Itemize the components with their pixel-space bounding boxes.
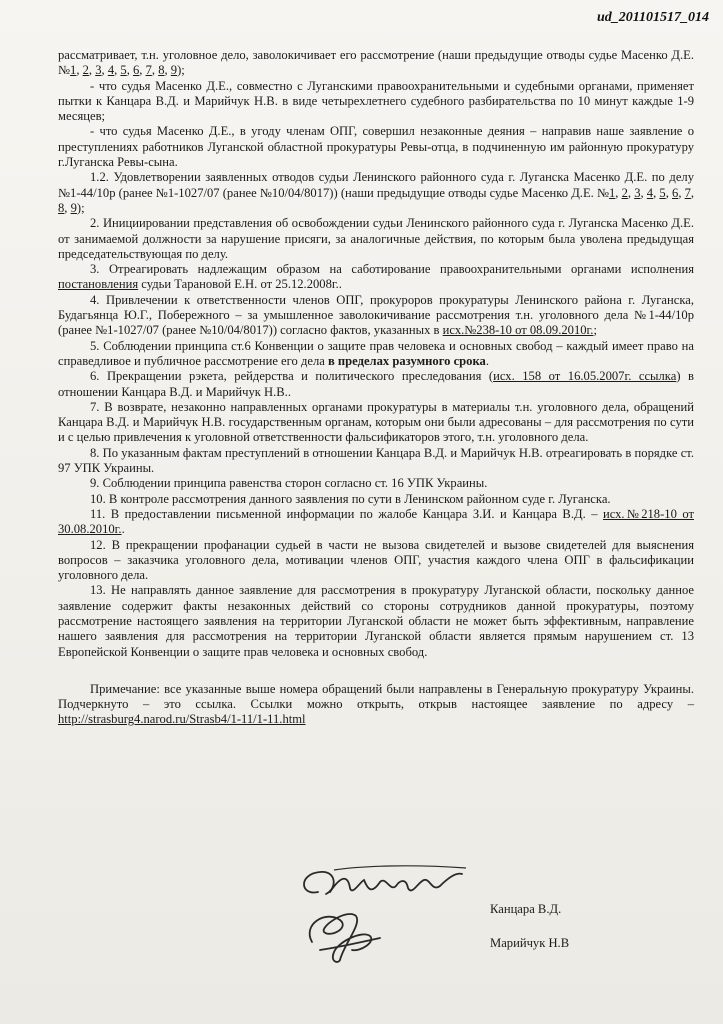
text-run: , [114, 63, 121, 78]
underlined-reference: 2 [82, 63, 89, 78]
text-run: , [678, 185, 685, 200]
text-run: ) в отношении Канцара В.Д. и Марийчук Н.В.. [58, 369, 694, 399]
paragraph [58, 170, 694, 216]
underlined-reference: 9 [170, 63, 178, 78]
text-run: 2. Инициировании представления об освобождении судьи Ленинского районного суда г. Луганска Масенко Д.Е. от занимаемой должности за нарушение присяги, за аналогичные действия, по которым была уволена предыдущая председательствующая по делу. [58, 216, 694, 261]
text-run: , [101, 63, 108, 78]
underlined-reference: постановления [58, 277, 139, 292]
underlined-reference: 1 [70, 63, 77, 78]
signature-mariychuk-icon [300, 902, 390, 968]
paragraph [58, 400, 694, 446]
paragraph [58, 293, 694, 339]
paragraph [58, 476, 694, 491]
paragraph [58, 538, 694, 584]
text-run: 6. Прекращении рэкета, рейдерства и политического преследования ( [90, 369, 494, 384]
text-run: ); [177, 63, 185, 78]
paragraph [58, 446, 694, 477]
text-run: рассматривает, т.н. уголовное дело, заволокичивает его рассмотрение (наши предыдущие отводы судье Масенко Д.Е. № [58, 48, 694, 78]
underlined-reference: 4 [646, 185, 654, 200]
paragraph-spacer [58, 660, 694, 682]
text-run: 8. По указанным фактам преступлений в отношении Канцара В.Д. и Марийчук Н.В. отреагировать в порядке ст. 97 УПК Украины. [58, 445, 694, 476]
underlined-reference: 6 [672, 185, 679, 200]
text-run: , [665, 185, 673, 200]
document-id: ud_201101517_014 [596, 10, 709, 25]
text-run: 12. В прекращении профанации судьей в части не вызова свидетелей и вызове свидетелей для выяснения вопросов – заказчика уголовного дела, мотивации членов ОПГ, участия каждого члена ОПГ в фальсификации уголовного дела. [58, 537, 694, 583]
text-run: , [64, 200, 71, 215]
underlined-reference: 7 [684, 185, 691, 200]
paragraph [58, 339, 694, 370]
underlined-reference: 7 [145, 63, 152, 78]
text-run: 7. В возврате, незаконно направленных органами прокуратуры в материалы т.н. уголовного дела, обращений Канцара В.Д. и Марийчук Н.В. государственным органам, которым они были адресованы – для рассмотрения по сути и с целью привлечения к уголовной ответственности фальсификаторов этого, т.н. уголовного дела. [58, 399, 694, 445]
paragraph [58, 79, 694, 125]
paragraph [58, 682, 694, 728]
text-run: ; [593, 323, 597, 338]
text-run: , [164, 63, 171, 78]
paragraph [58, 583, 694, 659]
text-run: 1.2. Удовлетворении заявленных отводов судьи Ленинского районного суда г. Луганска Масенко Д.Е. по делу №1-44/10р (ранее №1-1027/07 (ранее №10/04/8017)) (наши предыдущие отводы судье Масенко Д.Е. № [58, 170, 694, 200]
text-run: , [151, 63, 159, 78]
text-run: 10. В контроле рассмотрения данного заявления по сути в Ленинском районном суде г. Луганска. [90, 491, 611, 506]
underlined-reference: 6 [133, 63, 140, 78]
text-run: , [627, 185, 635, 200]
text-run: судьи Тарановой Е.Н. от 25.12.2008г.. [138, 277, 342, 292]
text-run: 3. Отреагировать надлежащим образом на саботирование правоохранительными органами исполнения [90, 262, 694, 277]
text-run: - что судья Масенко Д.Е., в угоду членам ОПГ, совершил незаконные деяния – направив наше заявление о преступлениях работников Луганской областной прокуратуры Ревы-отца, в подчиненную им районную прокуратуру г.Луганска Ревы-сына. [58, 124, 694, 170]
underlined-reference: http://strasburg4.narod.ru/Strasb4/1-11/1-11.html [58, 712, 306, 727]
underlined-reference: 5 [120, 63, 127, 78]
text-run: Примечание: все указанные выше номера обращений были направлены в Генеральную прокуратуру Украины. Подчеркнуто – это ссылка. Ссылки можно открыть, открыв настоящее заявление по адресу – [58, 681, 694, 712]
bold-text: в пределах разумного срока [327, 353, 486, 368]
text-run: 13. Не направлять данное заявление для рассмотрения в прокуратуру Луганской области, поскольку данное заявление содержит факты незаконных действий со стороны сотрудников данной прокуратуры, поэтому рассмотрение настоящего заявления на территории Луганской области не может быть эффективным, направление нашего заявления для рассмотрения на территории Луганской области является прямым нарушением ст. 13 Европейской Конвенции о защите прав человека и основных свобод. [58, 583, 694, 659]
paragraph [58, 369, 694, 400]
text-run: 11. В предоставлении письменной информации по жалобе Канцара З.И. и Канцара В.Д. – [90, 506, 603, 521]
signer-name-2: Марийчук Н.В [490, 936, 570, 950]
text-run: , [615, 185, 622, 200]
text-run: - что судья Масенко Д.Е., совместно с Луганскими правоохранительными и судебными органами, применяет пытки к Канцара В.Д. и Марийчук Н.В. в виде четырехлетнего судебного разбирательства по 10 минут каждые 1-9 месяцев; [58, 78, 694, 124]
underlined-reference: 2 [621, 185, 628, 200]
underlined-reference: 8 [58, 200, 65, 215]
text-run: 4. Привлечении к ответственности членов ОПГ, прокуроров прокуратуры Ленинского района г. Луганска, Будагьянца Ю.Г., Побережного – за умышленное заволокичивание рассмотрения т.н. уголовного дела №1-44/10р (ранее №1-1027/07 (ранее №10/04/8017)) согласно фактов, указанных в [58, 292, 694, 338]
text-run: ); [76, 200, 85, 215]
underlined-reference: 1 [608, 185, 616, 200]
text-run: , [126, 63, 133, 78]
underlined-reference: 3 [95, 63, 102, 78]
underlined-reference: исх.№238-10 от 08.09.2010г. [442, 323, 594, 338]
text-run: , [690, 185, 695, 200]
paragraph [58, 216, 694, 262]
paragraph [58, 262, 694, 293]
text-run: , [139, 63, 146, 78]
text-run: 9. Соблюдении принципа равенства сторон согласно ст. 16 УПК Украины. [90, 476, 488, 491]
text-run: , [76, 63, 83, 78]
paragraph [58, 492, 694, 507]
paragraph [58, 124, 694, 170]
paragraph [58, 507, 694, 538]
text-run: , [653, 185, 660, 200]
underlined-reference: 9 [70, 200, 77, 215]
text-run: . [121, 522, 125, 537]
underlined-reference: 8 [158, 63, 165, 78]
signer-name-1: Канцара В.Д. [490, 902, 562, 916]
underlined-reference: 5 [659, 185, 666, 200]
paragraph [58, 48, 694, 79]
text-run: . [485, 353, 489, 368]
text-run: , [640, 185, 647, 200]
document-body [58, 48, 694, 728]
underlined-reference: исх. 158 от 16.05.2007г. ссылка [493, 369, 677, 384]
signature-block [58, 862, 694, 972]
underlined-reference: 4 [107, 63, 115, 78]
underlined-reference: 3 [634, 185, 641, 200]
text-run: 5. Соблюдении принципа ст.6 Конвенции о защите прав человека и основных свобод – каждый имеет право на справедливое и публичное рассмотрение его дела [58, 338, 694, 368]
underlined-reference: исх.№218-10 от 30.08.2010г. [58, 506, 694, 537]
text-run: , [88, 63, 96, 78]
